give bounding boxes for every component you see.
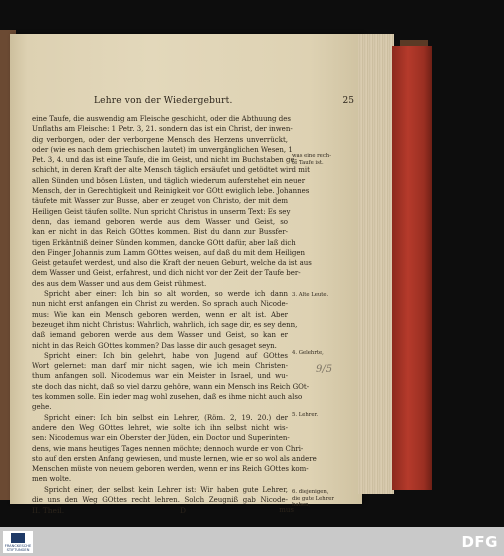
- catchword: mus: [279, 506, 294, 514]
- text-line: gehe.: [32, 403, 52, 412]
- francke-logo: [3, 531, 33, 553]
- margin-note: [292, 292, 354, 299]
- page-edges: [358, 34, 394, 494]
- text-line: kan er nicht in das Reich GOttes kommen. Bist du dann zur Bussfer-: [32, 228, 288, 237]
- logo-emblem: [11, 533, 25, 543]
- margin-note-line: te Taufe ist.: [292, 159, 324, 166]
- text-line: ste doch das nicht, daß so viel darzu gehöre, wann ein Mensch ins Reich GOt-: [32, 382, 310, 391]
- text-line: denn, das iemand geboren werde aus dem Wasser und Geist, so: [32, 217, 288, 226]
- text-line: allen Sünden und bösen Lüsten, und täglich wiederum auferstehet ein neuer: [32, 176, 306, 185]
- margin-note: [292, 489, 354, 509]
- text-line: Spricht aber einer: Ich bin so alt worden, so werde ich dann: [44, 290, 288, 299]
- text-line: den Finger Johannis zum Lamm GOttes weisen, auf daß du mit dem Heiligen: [32, 248, 306, 257]
- text-line: tes kommen solle. Ein ieder mag wohl zusehen, daß es ihme nicht auch also: [32, 393, 303, 402]
- text-line: andere den Weg GOttes lehret, wie solte ich ihn selbst nicht wis-: [32, 423, 288, 432]
- pencil-mark: 9/5: [316, 364, 333, 375]
- text-line: eine Taufe, die auswendig am Fleische geschicht, oder die Abthuung des: [32, 115, 291, 123]
- running-head: Lehre von der Wiedergeburt.: [94, 96, 233, 106]
- text-line: dens, wie mans heutiges Tages nennen möchte; dennoch wurde er von Chri-: [32, 444, 304, 453]
- text-line: schicht, in deren Kraft der alte Mensch täglich ersäufet und getödtet wird mit: [32, 166, 310, 175]
- text-line: daß iemand geboren werde aus dem Wasser und Geist, so kan er: [32, 331, 288, 340]
- text-line: die uns den Weg GOttes recht lehren. Solch Zeugniß gab Nicode-: [32, 495, 288, 504]
- logo-text: FRANCKESCHE STIFTUNGEN: [4, 544, 32, 552]
- text-line: mus: Wie kan ein Mensch geboren werden, wenn er alt ist. Aber: [32, 310, 288, 319]
- margin-note: [292, 153, 354, 166]
- text-line: des aus dem Wasser und aus dem Geist rühmest.: [32, 279, 207, 288]
- margin-note: [292, 412, 354, 419]
- text-line: Spricht einer: Ich bin selbst ein Lehrer, (Röm. 2, 19. 20.) der: [44, 413, 288, 422]
- text-line: täufete mit Wasser zur Busse, aber er zeuget von Christo, der mit dem: [32, 197, 288, 206]
- text-line: Pet. 3, 4. und das ist eine Taufe, die im Geist, und nicht im Buchstaben ge-: [32, 156, 297, 165]
- text-line: Unflaths am Fleische: 1 Petr. 3, 21. sondern das ist ein Christ, der inwen-: [32, 125, 293, 134]
- text-line: Wort gelernet: man darf mir nicht sagen, wie ich mein Christen-: [32, 362, 288, 371]
- dfg-logo: DFG: [461, 533, 498, 551]
- text-line: dig verborgen, oder der verborgene Mensch des Herzens unverrückt,: [32, 135, 288, 144]
- signature-line: II. Theil.: [32, 506, 65, 515]
- text-line: Heiligen Geist täufen sollte. Nun spricht Christus in unserm Text: Es sey: [32, 207, 291, 216]
- margin-note-line: 4. Gelehrte,: [292, 350, 324, 356]
- text-line: bezeuget ihm nicht Christus: Wahrlich, wahrlich, ich sage dir, es sey denn,: [32, 320, 298, 329]
- footer-bar: [0, 527, 504, 556]
- book-page: [10, 34, 362, 515]
- book-cover: [392, 46, 432, 490]
- margin-note-line: die gute Lehrer: [292, 495, 334, 502]
- margin-note-line: haben,: [292, 502, 311, 508]
- text-line: sen: Nicodemus war ein Oberster der Jüden, ein Doctor und Superinten-: [32, 434, 290, 443]
- text-line: Mensch, der in Gerechtigkeit und Reinigkeit vor GOtt ewiglich lebe. Johannes: [32, 187, 310, 196]
- text-line: Menschen müste von neuem geboren werden, wenn er ins Reich GOttes kom-: [32, 465, 309, 474]
- text-line: nicht in das Reich GOttes kommen? Das lasse dir auch gesaget seyn.: [32, 341, 277, 350]
- text-line: dem Wasser und Geist, erfahrest, und dich nicht vor der Zeit der Taufe ber-: [32, 269, 301, 278]
- page-footer: [32, 506, 294, 518]
- margin-note: [292, 350, 354, 357]
- margin-note-line: 5. Lehrer.: [292, 412, 319, 418]
- text-line: Spricht einer: Ich bin gelehrt, habe von Jugend auf GOttes: [44, 351, 288, 360]
- margin-note-line: 6. diejenigen,: [292, 489, 329, 495]
- text-line: oder (wie es nach dem griechischen lautet) im unvergänglichen Wesen, 1: [32, 145, 293, 154]
- page-number: 25: [342, 96, 354, 106]
- margin-note-line: was eine rech-: [292, 153, 331, 159]
- text-line: tigen Erkäntniß deiner Sünden kommen, dancke GOtt dafür, aber laß dich: [32, 238, 296, 247]
- text-line: sto auf den ersten Anfang gewiesen, und muste lernen, wie er so wol als andere: [32, 454, 317, 463]
- signature-mark: D: [180, 506, 187, 515]
- text-line: Spricht einer, der selbst kein Lehrer ist: Wir haben gute Lehrer,: [44, 485, 288, 494]
- text-line: Geist getaufet werdest, und also die Kraft der neuen Geburt, welche da ist aus: [32, 259, 312, 268]
- text-line: nun nicht erst anfangen ein Christ zu werden. So sprach auch Nicode-: [32, 300, 288, 309]
- text-line: men wolte.: [32, 475, 72, 484]
- text-line: thum anfangen soll. Nicodemus war ein Meister in Israel, und wu-: [32, 372, 288, 381]
- margin-note-line: 3. Alte Leute.: [292, 292, 329, 298]
